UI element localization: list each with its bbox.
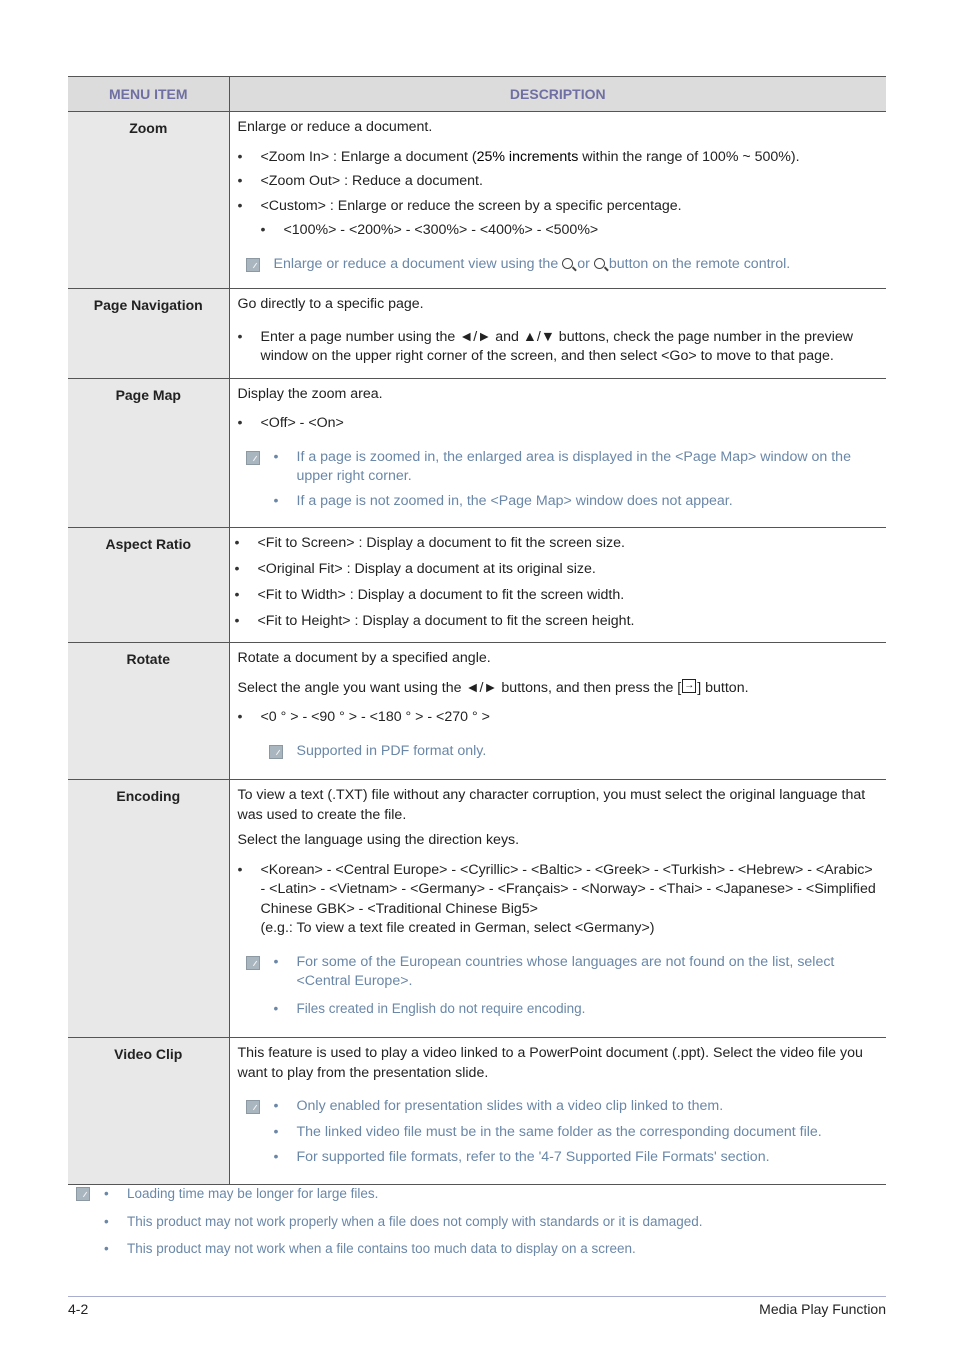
row-desc-rotate: Rotate a document by a specified angle. Select the angle you want using the ◄/► buttons, and then press the [→ ] button. • <0 ° > - <90 ° > - <180 ° > - <270 ° > Supported in PDF format only. [229,643,886,780]
list-item: • <Zoom In> : Enlarge a document (25% increments within the range of 100% ~ 500%). [238,148,879,168]
header-menu-item: MENU ITEM [68,77,229,112]
note-item: • If a page is not zoomed in, the <Page Map> window does not appear. [238,492,879,512]
list-item: • <Zoom Out> : Reduce a document. [238,172,879,192]
row-label-rotate: Rotate [68,643,229,780]
table-row-page-navigation [68,289,886,379]
general-notes [68,1184,886,1267]
header-description: DESCRIPTION [229,77,886,112]
video-clip-note [238,1097,879,1168]
note-item: • For some of the European countries whose languages are not found on the list, select <Central Europe>. [238,953,879,992]
table-row-zoom [68,112,886,289]
page-number: 4-2 [68,1301,89,1317]
section-title: Media Play Function [759,1301,886,1317]
list-item: • <Korean> - <Central Europe> - <Cyrillic> - <Baltic> - <Greek> - <Turkish> - <Hebrew> - <Arabic> - <Latin> - <Vietnam> - <Germany> - <Français> - <Norway> - <Thai> - <Japanese> - <Simplified Chinese GBK> - <Traditional Chinese Big5> (e.g.: To view a text file created in German, select <Germany>) [238,861,879,939]
row-desc-page-map: Display the zoom area. • <Off> - <On> • If a page is zoomed in, the enlarged area is displayed in the <Page Map> window on the upper right corner. • If a page is not zoomed in, the <Page Map> window does not appear. [229,378,886,527]
list-item: • <100%> - <200%> - <300%> - <400%> - <500%> [238,221,879,241]
zoom-out-icon [594,258,605,269]
enter-icon [682,679,696,693]
note-item: • Only enabled for presentation slides with a video clip linked to them. [238,1097,879,1117]
row-desc-page-navigation: Go directly to a specific page. • Enter a page number using the ◄/► and ▲/▼ buttons, check the page number in the preview window on the upper right corner of the screen, and then select <Go> to move to that page. [229,289,886,379]
list-item: • <Custom> : Enlarge or reduce the screen by a specific percentage. [238,197,879,217]
table-row-encoding [68,780,886,1038]
zoom-in-icon [562,258,573,269]
page-map-note [238,448,879,512]
zoom-intro: Enlarge or reduce a document. [237,119,433,135]
table-row-aspect-ratio [68,527,886,643]
table-row-rotate [68,643,886,780]
note-item: • If a page is zoomed in, the enlarged area is displayed in the <Page Map> window on the upper right corner. [238,448,879,487]
row-label-zoom: Zoom [68,112,229,289]
list-item: • <Original Fit> : Display a document at its original size. [235,560,879,580]
menu-table [68,76,886,1185]
encoding-note [238,953,879,1019]
note-icon [269,745,283,759]
page-footer [68,1296,886,1317]
row-label-encoding: Encoding [68,780,229,1038]
list-item: • <Off> - <On> [238,414,879,434]
table-row-page-map [68,378,886,527]
row-desc-zoom [229,112,886,289]
note-item: • This product may not work properly when a file does not comply with standards or it is damaged. [68,1212,886,1231]
note-item: • This product may not work when a file contains too much data to display on a screen. [68,1239,886,1258]
rotate-instruction: Select the angle you want using the ◄/► buttons, and then press the [→ ] button. [238,679,879,699]
row-desc-video-clip: This feature is used to play a video linked to a PowerPoint document (.ppt). Select the video file you want to play from the presentation slide. • Only enabled for presentation slides with a video clip linked to them. • The linked video file must be in the same folder as the corresponding document file. • For supported file formats, refer to the '4-7 Supported File Formats' section. [229,1038,886,1185]
list-item: • <Fit to Screen> : Display a document to fit the screen size. [235,534,879,554]
row-label-aspect-ratio: Aspect Ratio [68,527,229,643]
table-header-row [68,77,886,112]
table-row-video-clip [68,1038,886,1185]
note-item: • Files created in English do not require encoding. [238,999,879,1019]
note-icon [246,258,260,272]
note-item: • The linked video file must be in the same folder as the corresponding document file. [238,1123,879,1143]
row-label-page-map: Page Map [68,378,229,527]
row-desc-aspect-ratio [229,527,886,643]
rotate-note: Supported in PDF format only. [238,742,879,762]
row-desc-encoding: To view a text (.TXT) file without any character corruption, you must select the original language that was used to create the file. Select the language using the direction keys. • <Korean> - <Central Europe> - <Cyrillic> - <Baltic> - <Greek> - <Turkish> - <Hebrew> - <Arabic> - <Latin> - <Vietnam> - <Germany> - <Français> - <Norway> - <Thai> - <Japanese> - <Simplified Chinese GBK> - <Traditional Chinese Big5> (e.g.: To view a text file created in German, select <Germany>) • For some of the European countries whose languages are not found on the list, select <Central Europe>. • Files created in English do not require encoding. [229,780,886,1038]
list-item: • <0 ° > - <90 ° > - <180 ° > - <270 ° > [238,708,879,728]
note-item: • For supported file formats, refer to the '4-7 Supported File Formats' section. [238,1148,879,1168]
list-item: • <Fit to Width> : Display a document to fit the screen width. [235,586,879,606]
row-label-page-navigation: Page Navigation [68,289,229,379]
list-item: • <Fit to Height> : Display a document to fit the screen height. [235,612,879,632]
list-item: • Enter a page number using the ◄/► and ▲/▼ buttons, check the page number in the preview window on the upper right corner of the screen, and then select <Go> to move to that page. [238,328,879,367]
note-item: • Loading time may be longer for large files. [68,1184,886,1203]
zoom-note: Enlarge or reduce a document view using the or button on the remote control. [238,255,879,275]
row-label-video-clip: Video Clip [68,1038,229,1185]
